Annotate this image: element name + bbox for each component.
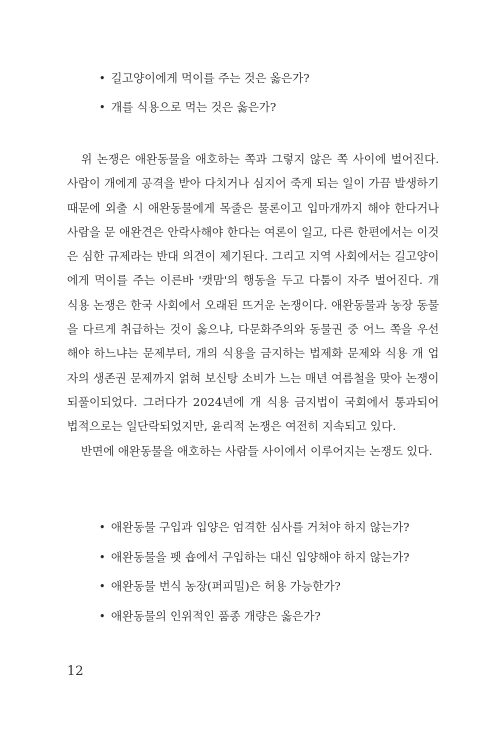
list-item (99, 71, 439, 86)
list-item-text: 개를 식용으로 먹는 것은 옳은가? (111, 100, 277, 114)
bullet-icon: • (99, 521, 106, 534)
bullet-icon: • (99, 550, 106, 564)
list-item (99, 609, 439, 624)
list-item-text: 애완동물 번식 농장(퍼피밀)은 허용 가능한가? (111, 579, 341, 593)
question-list-bottom (99, 520, 439, 638)
body-text (67, 147, 439, 463)
list-item-text: 길고양이에게 먹이를 주는 것은 옳은가? (111, 71, 310, 85)
list-item-text: 애완동물 구입과 입양은 엄격한 심사를 거쳐야 하지 않는가? (111, 520, 410, 534)
list-item (99, 550, 439, 565)
paragraph: 위 논쟁은 애완동물을 애호하는 쪽과 그렇지 않은 쪽 사이에 벌어진다. 사람이 개에게 공격을 받아 다치거나 심지어 죽게 되는 일이 가끔 발생하기 때문에 외출 시 애완동물에게 목줄은 물론이고 입마개까지 해야 한다거나 사람을 문 애완견은 안락사해야 한다는 여론이 일고, 다른 한편에서는 이것은 심한 규제라는 반대 의견이 제기된다. 그리고 지역 사회에서는 길고양이에게 먹이를 주는 이른바 '캣맘'의 행동을 두고 다툼이 자주 벌어진다. 개 식용 논쟁은 한국 사회에서 오래된 뜨거운 논쟁이다. 애완동물과 농장 동물을 다르게 취급하는 것이 옳으냐, 다문화주의와 동물권 중 어느 쪽을 우선해야 하느냐는 문제부터, 개의 식용을 금지하는 법제화 문제와 식용 개 업자의 생존권 문제까지 얽혀 보신탕 소비가 느는 매년 여름철을 맞아 논쟁이 되풀이되었다. 그러다가 2024년에 개 식용 금지법이 국회에서 통과되어 법적으로는 일단락되었지만, 윤리적 논쟁은 여전히 지속되고 있다. (67, 152, 439, 434)
list-item (99, 100, 439, 115)
question-list-top (99, 71, 439, 129)
list-item (99, 520, 439, 535)
list-item-text: 애완동물의 인위적인 품종 개량은 옳은가? (111, 608, 321, 623)
page-number: 12 (67, 664, 84, 679)
list-item-text: 애완동물을 펫 숍에서 구입하는 대신 입양해야 하지 않는가? (111, 549, 410, 564)
paragraph: 반면에 애완동물을 애호하는 사람들 사이에서 이루어지는 논쟁도 있다. (81, 443, 433, 458)
bullet-icon: • (99, 609, 106, 623)
bullet-icon: • (99, 72, 106, 85)
bullet-icon: • (99, 101, 106, 114)
list-item (99, 579, 439, 594)
bullet-icon: • (99, 580, 106, 593)
